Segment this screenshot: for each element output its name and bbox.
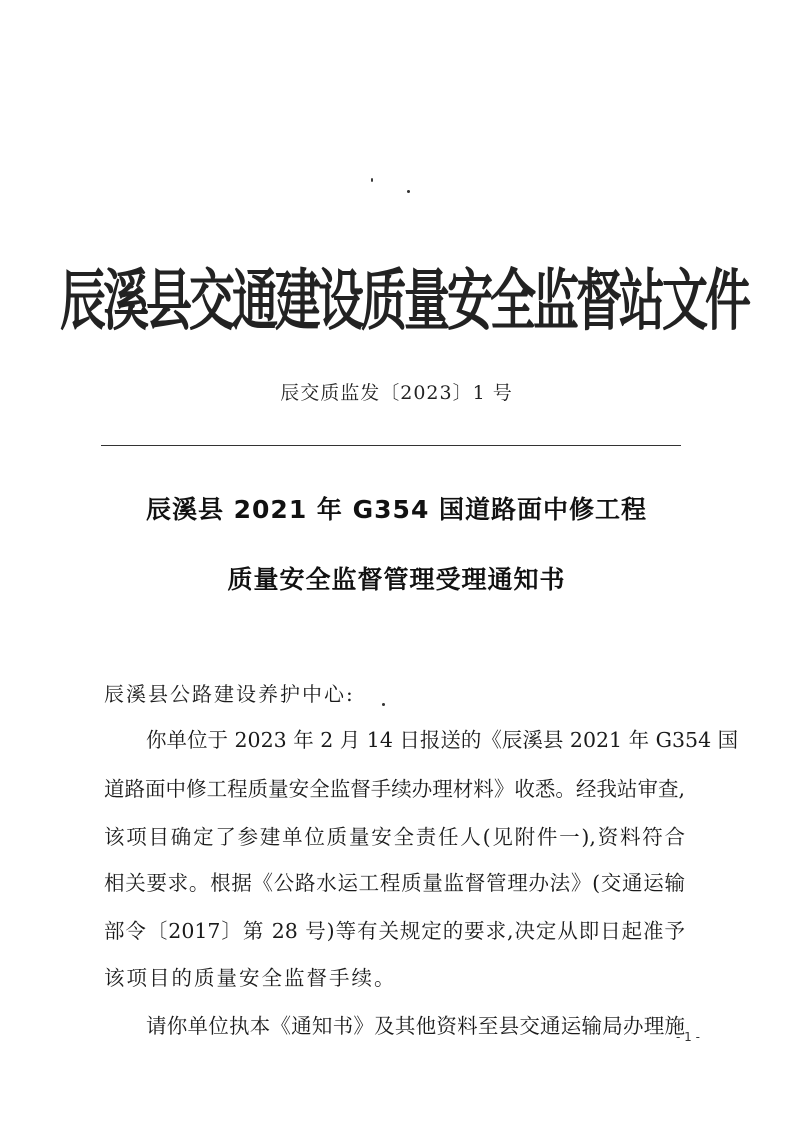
notice-title-line-2: 质量安全监督管理受理通知书 [227, 565, 566, 594]
header-divider [101, 445, 681, 446]
scan-speck [407, 190, 410, 193]
body-line: 部令〔2017〕第 28 号)等有关规定的要求,决定从即日起准予 [104, 919, 685, 943]
page-number: - 1 - [676, 1030, 700, 1044]
recipient: 辰溪县公路建设养护中心: [104, 682, 355, 706]
body-line: 请你单位执本《通知书》及其他资料至县交通运输局办理施 [146, 1014, 685, 1038]
body-line: 你单位于 2023 年 2 月 14 日报送的《辰溪县 2021 年 G354 国 [146, 728, 739, 752]
notice-title-line-1: 辰溪县 2021 年 G354 国道路面中修工程 [145, 495, 648, 524]
document-number: 辰交质监发〔2023〕1 号 [280, 382, 513, 404]
scan-speck [382, 703, 385, 706]
body-line: 该项目的质量安全监督手续。 [104, 966, 397, 990]
body-line: 道路面中修工程质量安全监督手续办理材料》收悉。经我站审查, [104, 777, 685, 801]
issuing-organization-title: 辰溪县交通建设质量安全监督站文件 [60, 261, 748, 340]
scan-speck [371, 178, 373, 182]
body-line: 相关要求。根据《公路水运工程质量监督管理办法》(交通运输 [104, 871, 685, 895]
body-line: 该项目确定了参建单位质量安全责任人(见附件一),资料符合 [104, 825, 685, 849]
